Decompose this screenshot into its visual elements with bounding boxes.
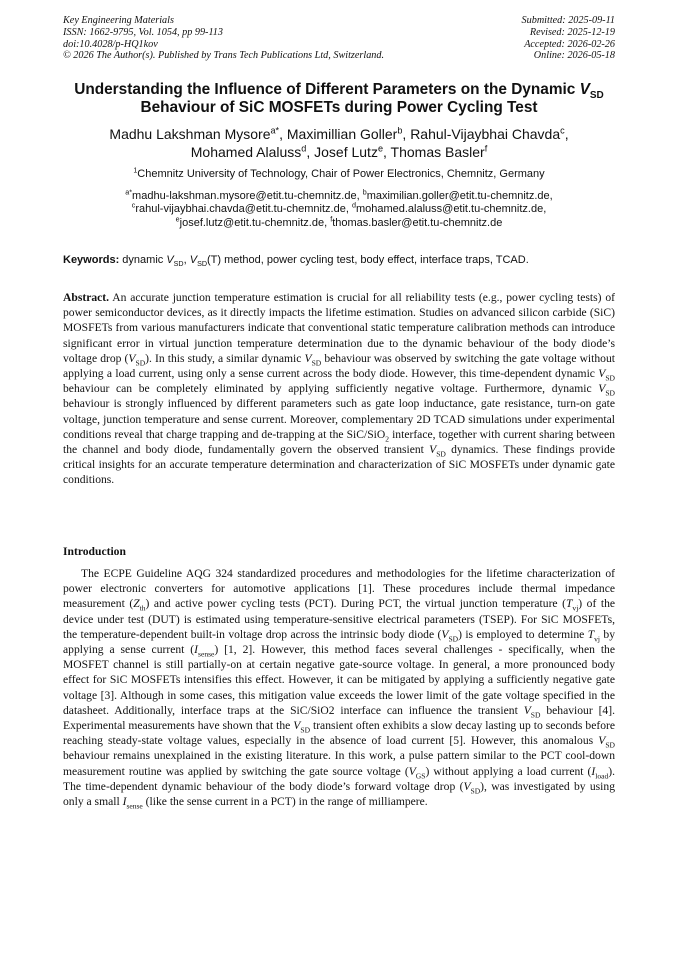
author-name: Josef Lutz: [314, 144, 378, 160]
author-name: Maximillian Goller: [286, 126, 398, 142]
email-link[interactable]: madhu-lakshman.mysore@etit.tu-chemnitz.de,: [132, 190, 360, 202]
doi-line[interactable]: doi:10.4028/p-HQ1kov: [63, 38, 158, 50]
accepted-date: Accepted: 2026-02-26: [524, 38, 615, 50]
journal-header-left: [63, 15, 384, 62]
email-link[interactable]: mohamed.alaluss@etit.tu-chemnitz.de,: [355, 203, 547, 216]
affiliation: $^1$Chemnitz University of Technology, Chair of Power Electronics, Chemnitz, Germany: [133, 166, 545, 180]
author-list: Madhu Lakshman Mysore$^{a*}$, Maximillian Goller$^b$, Rahul-Vijaybhai Chavda$^c$, Mohamed Alaluss$^d$, Josef Lutz$^e$, Thomas Basler$^f$: [109, 125, 569, 160]
journal-header-right: [522, 15, 615, 62]
email-link[interactable]: thomas.basler@etit.tu-chemnitz.de: [332, 216, 503, 229]
online-date: Online: 2026-05-18: [533, 50, 615, 62]
revised-date: Revised: 2025-12-19: [529, 26, 615, 38]
author-name: Mohamed Alaluss: [190, 144, 302, 160]
email-link[interactable]: maximilian.goller@etit.tu-chemnitz.de,: [366, 190, 553, 202]
journal-name: Key Engineering Materials: [63, 15, 174, 26]
abstract-label: Abstract.: [63, 291, 110, 304]
submitted-date: Submitted: 2025-09-11: [521, 15, 615, 26]
section-heading-introduction: Introduction: [63, 545, 126, 558]
author-name: Madhu Lakshman Mysore: [109, 126, 271, 142]
author-name: Rahul-Vijaybhai Chavda: [410, 126, 561, 142]
author-name: Thomas Basler: [390, 144, 485, 160]
author-emails: $^{a*}$madhu-lakshman.mysore@etit.tu-chemnitz.de, $^b$maximilian.goller@etit.tu-chemnitz.de, $^c$rahul-vijaybhai.chavda@etit.tu-chemnitz.de, $^d$mohamed.alaluss@etit.tu-chemnitz.de, $^e$josef.lutz@etit.tu-chemnitz.de, $^f$thomas.basler@etit.tu-chemnitz.de: [125, 188, 553, 229]
email-link[interactable]: rahul-vijaybhai.chavda@etit.tu-chemnitz.de,: [135, 203, 349, 216]
keywords-label: Keywords:: [63, 254, 120, 266]
issn-line: ISSN: 1662-9795, Vol. 1054, pp 99-113: [63, 26, 223, 38]
abstract: Abstract. An accurate junction temperature estimation is crucial for all reliability tests (e.g., power cycling tests) of power semiconductor devices, as it directly impacts the lifetime estimation. Studies on advanced silicon carbide (SiC) MOSFETs from various manufacturers indicate that conventional static temperature calibration methods can introduce significant error in virtual junction temperature determination due to the dynamic behaviour of the body diode’s voltage drop $(V_{SD})$. In this study, a similar dynamic $V_{SD}$ behaviour was observed by switching the gate voltage without applying a load current, using only a sense current across the body diode. However, this time-dependent dynamic $V_{SD}$ behaviour can be completely eliminated by applying sufficiently negative voltage. Furthermore, dynamic $V_{SD}$ behaviour is strongly influenced by different parameters such as gate loop inductance, gate resistance, turn-on gate voltage, junction temperature and sense current. Moreover, complementary 2D TCAD simulations under experimental conditions reveal that charge trapping and de-trapping at the SiC/SiO$_2$ interface, together with current sharing between the channel and body diode, fundamentally govern the observed transient $V_{SD}$ dynamics. These findings provide critical insights for an accurate temperature determination and characterization of SiC MOSFETs under dynamic gate conditions.: [63, 291, 615, 487]
introduction-paragraph: The ECPE Guideline AQG 324 standardized procedures and methodologies for the lifetime characterization of power electronic converters for automotive applications [1]. These procedures include thermal impedance measurement $(Z_{th})$ and active power cycling tests (PCT). During PCT, the virtual junction temperature $(T_{vj})$ of the device under test (DUT) is estimated using temperature-sensitive electrical parameters (TSEP). For SiC MOSFETs, the temperature-dependent built-in voltage drop across the intrinsic body diode $(V_{SD})$ is employed to determine $T_{vj}$ by applying a sense current $(I_{sense})$ [1, 2]. However, this method faces several challenges - specifically, when the MOSFET channel is still partially-on at certain negative gate-source voltage. In general, a more pronounced body effect for SiC MOSFETs intensifies this effect. However, it can be mitigated by applying a sufficiently negative gate voltage [3]. Although in some cases, this mitigation value exceeds the lower limit of the gate voltage specified in the datasheet. Additionally, interface traps at the SiC/SiO2 interface can influence the transient $V_{SD}$ behaviour [4]. Experimental measurements have shown that the $V_{SD}$ transient often exhibits a slow decay lasting up to seconds before reaching steady-state voltage values, especially in the absence of load current [5]. However, this anomalous $V_{SD}$ behaviour remains unexplained in the existing literature. In this work, a pulse pattern similar to the PCT cool-down measurement routine was applied by switching the gate source voltage $(V_{GS})$ without applying a load current $(I_{load})$. The time-dependent dynamic behaviour of the body diode’s forward voltage drop $(V_{SD})$, was investigated by using only a small $I_{sense}$ (like the sense current in a PCT) in the range of milliampere.: [63, 567, 616, 811]
keywords: Keywords: dynamic $V_{SD}$, $V_{SD}(T)$ method, power cycling test, body effect, interface traps, TCAD.: [63, 254, 529, 269]
paper-title: Understanding the Influence of Different Parameters on the Dynamic $V_{SD}$ Behaviour of SiC MOSFETs during Power Cycling Test: [74, 81, 604, 116]
email-link[interactable]: josef.lutz@etit.tu-chemnitz.de,: [179, 216, 328, 229]
copyright-line: © 2026 The Author(s). Published by Trans Tech Publications Ltd, Switzerland.: [63, 50, 385, 62]
